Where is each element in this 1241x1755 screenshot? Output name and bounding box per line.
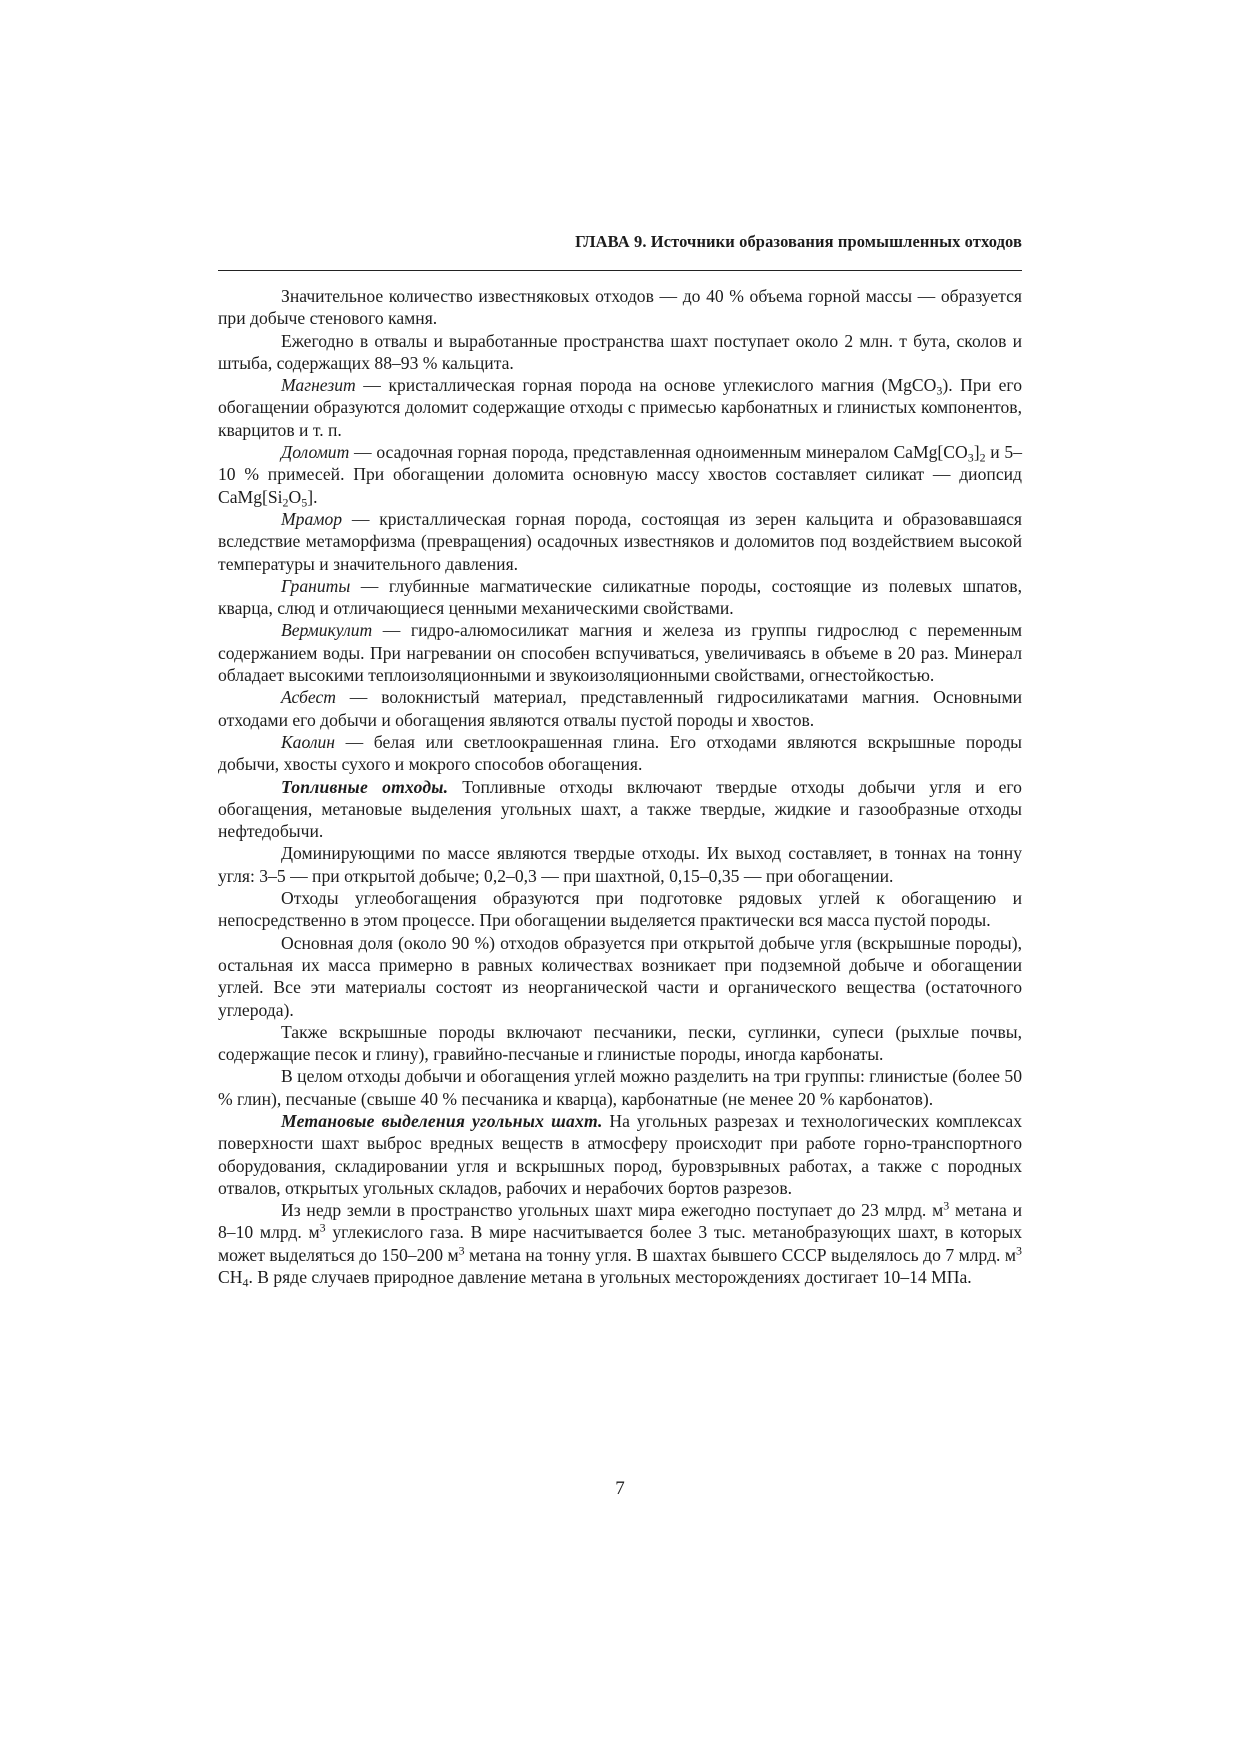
term-vermiculite: Вермикулит (281, 620, 373, 641)
paragraph-magnesite: Магнезит — кристаллическая горная порода на основе углекислого магния (MgCO$_3$). При его обогащении образуются доломит содержащие отходы с примесью карбонатных и глинистых компонентов, кварцитов и т. п. (218, 375, 1022, 440)
paragraph-dolomite: Доломит — осадочная горная порода, представленная одноименным минералом $CaMg[CO_3]_2$ и 5–10 % примесей. При обогащении доломита основную массу хвостов составляет силикат — диопсид $CaMg[Si_2O_5]$. (218, 442, 1022, 510)
paragraph-granites: Граниты — глубинные магматические силикатные породы, состоящие из полевых шпатов, кварца, слюд и отличающиеся ценными механическими свойствами. (218, 575, 1022, 619)
paragraph-overburden-rocks: Также вскрышные породы включают песчаники, пески, суглинки, супеси (рыхлые почвы, содержащие песок и глину), гравийно-песчаные и глинистые породы, иногда карбонаты. (218, 1021, 1022, 1065)
running-head: ГЛАВА 9. Источники образования промышленных отходов (575, 232, 1022, 251)
page-number: 7 (615, 1478, 625, 1499)
paragraph-open-pit-share: Основная доля (около 90 %) отходов образуется при открытой добыче угля (вскрышные породы), остальная их масса примерно в равных количествах возникает при подземной добыче и обогащении углей. Все эти материалы состоят из неорганической части и органического вещества (остаточного углерода). (218, 932, 1022, 1020)
paragraph-coal-enrichment: Отходы углеобогащения образуются при подготовке рядовых углей к обогащению и непосредственно в этом процессе. При обогащении выделяется практически вся масса пустой породы. (218, 888, 1022, 931)
paragraph-methane-volumes: Из недр земли в пространство угольных шахт мира ежегодно поступает до 23 млрд. $м^3$ метана и 8–10 млрд. $м^3$ углекислого газа. В мире насчитывается более 3 тыс. метанобразующих шахт, в которых может выделяться до 150–200 $м^3$ метана на тонну угля. В шахтах бывшего СССР выделялось до 7 млрд. $м^3$ $CH_4$. В ряде случаев природное давление метана в угольных месторождениях достигает 10–14 МПа. (218, 1198, 1022, 1290)
paragraph-vermiculite: Вермикулит — гидро-алюмосиликат магния и железа из группы гидрослюд с переменным содержанием воды. При нагревании он способен вспучиваться, увеличиваясь в объеме в 20 раз. Минерал обладает высокими теплоизоляционными и звукоизоляционными свойствами, огнестойкостью. (218, 620, 1022, 686)
paragraph-marble: Мрамор — кристаллическая горная порода, состоящая из зерен кальцита и образовавшаяся вследствие метаморфизма (превращения) осадочных известняков и доломитов под воздействием высокой температуры и значительного давления. (218, 508, 1022, 574)
term-dolomite: Доломит (281, 442, 350, 463)
paragraph-solid-waste-yield: Доминирующими по массе являются твердые отходы. Их выход составляет, в тоннах на тонну угля: 3–5 — при открытой добыче; 0,2–0,3 — при шахтной, 0,15–0,35 — при обогащении. (218, 843, 1022, 886)
paragraph-limestone-waste: Значительное количество известняковых отходов — до 40 % объема горной массы — образуется при добыче стенового камня. (218, 286, 1022, 329)
paragraph-quarry-dumps: Ежегодно в отвалы и выработанные пространства шахт поступает около 2 млн. т бута, сколов и штыба, содержащих 88–93 % кальцита. (218, 330, 1022, 373)
term-asbestos: Асбест (281, 687, 336, 708)
section-heading-methane: Метановые выделения угольных шахт. (281, 1110, 603, 1131)
body-text (218, 285, 1022, 1288)
paragraph-asbestos: Асбест — волокнистый материал, представленный гидросиликатами магния. Основными отходами его добычи и обогащения являются отвалы пустой породы и хвостов. (218, 687, 1022, 730)
paragraph-waste-groups: В целом отходы добычи и обогащения углей можно разделить на три группы: глинистые (более 50 % глин), песчаные (свыше 40 % песчаника и кварца), карбонатные (не менее 20 % карбонатов). (218, 1066, 1022, 1109)
term-kaolin: Каолин (281, 731, 336, 752)
paragraph-kaolin: Каолин — белая или светлоокрашенная глина. Его отходами являются вскрышные породы добычи, хвосты сухого и мокрого способов обогащения. (218, 731, 1022, 775)
term-marble: Мрамор (281, 508, 343, 529)
term-granites: Граниты (281, 575, 351, 596)
paragraph-fuel-waste: Топливные отходы. Топливные отходы включают твердые отходы добычи угля и его обогащения, метановые выделения угольных шахт, а также твердые, жидкие и газообразные отходы нефтедобычи. (218, 776, 1022, 842)
header-rule (218, 270, 1022, 271)
section-heading-fuel-waste: Топливные отходы. (281, 776, 449, 797)
paragraph-methane-emissions: Метановые выделения угольных шахт. На угольных разрезах и технологических комплексах поверхности шахт выброс вредных веществ в атмосферу происходит при работе горно-транспортного оборудования, складировании угля и вскрышных пород, буровзрывных работах, а также с породных отвалов, открытых угольных складов, рабочих и нерабочих бортов разрезов. (218, 1110, 1023, 1198)
term-magnesite: Магнезит (281, 375, 356, 396)
